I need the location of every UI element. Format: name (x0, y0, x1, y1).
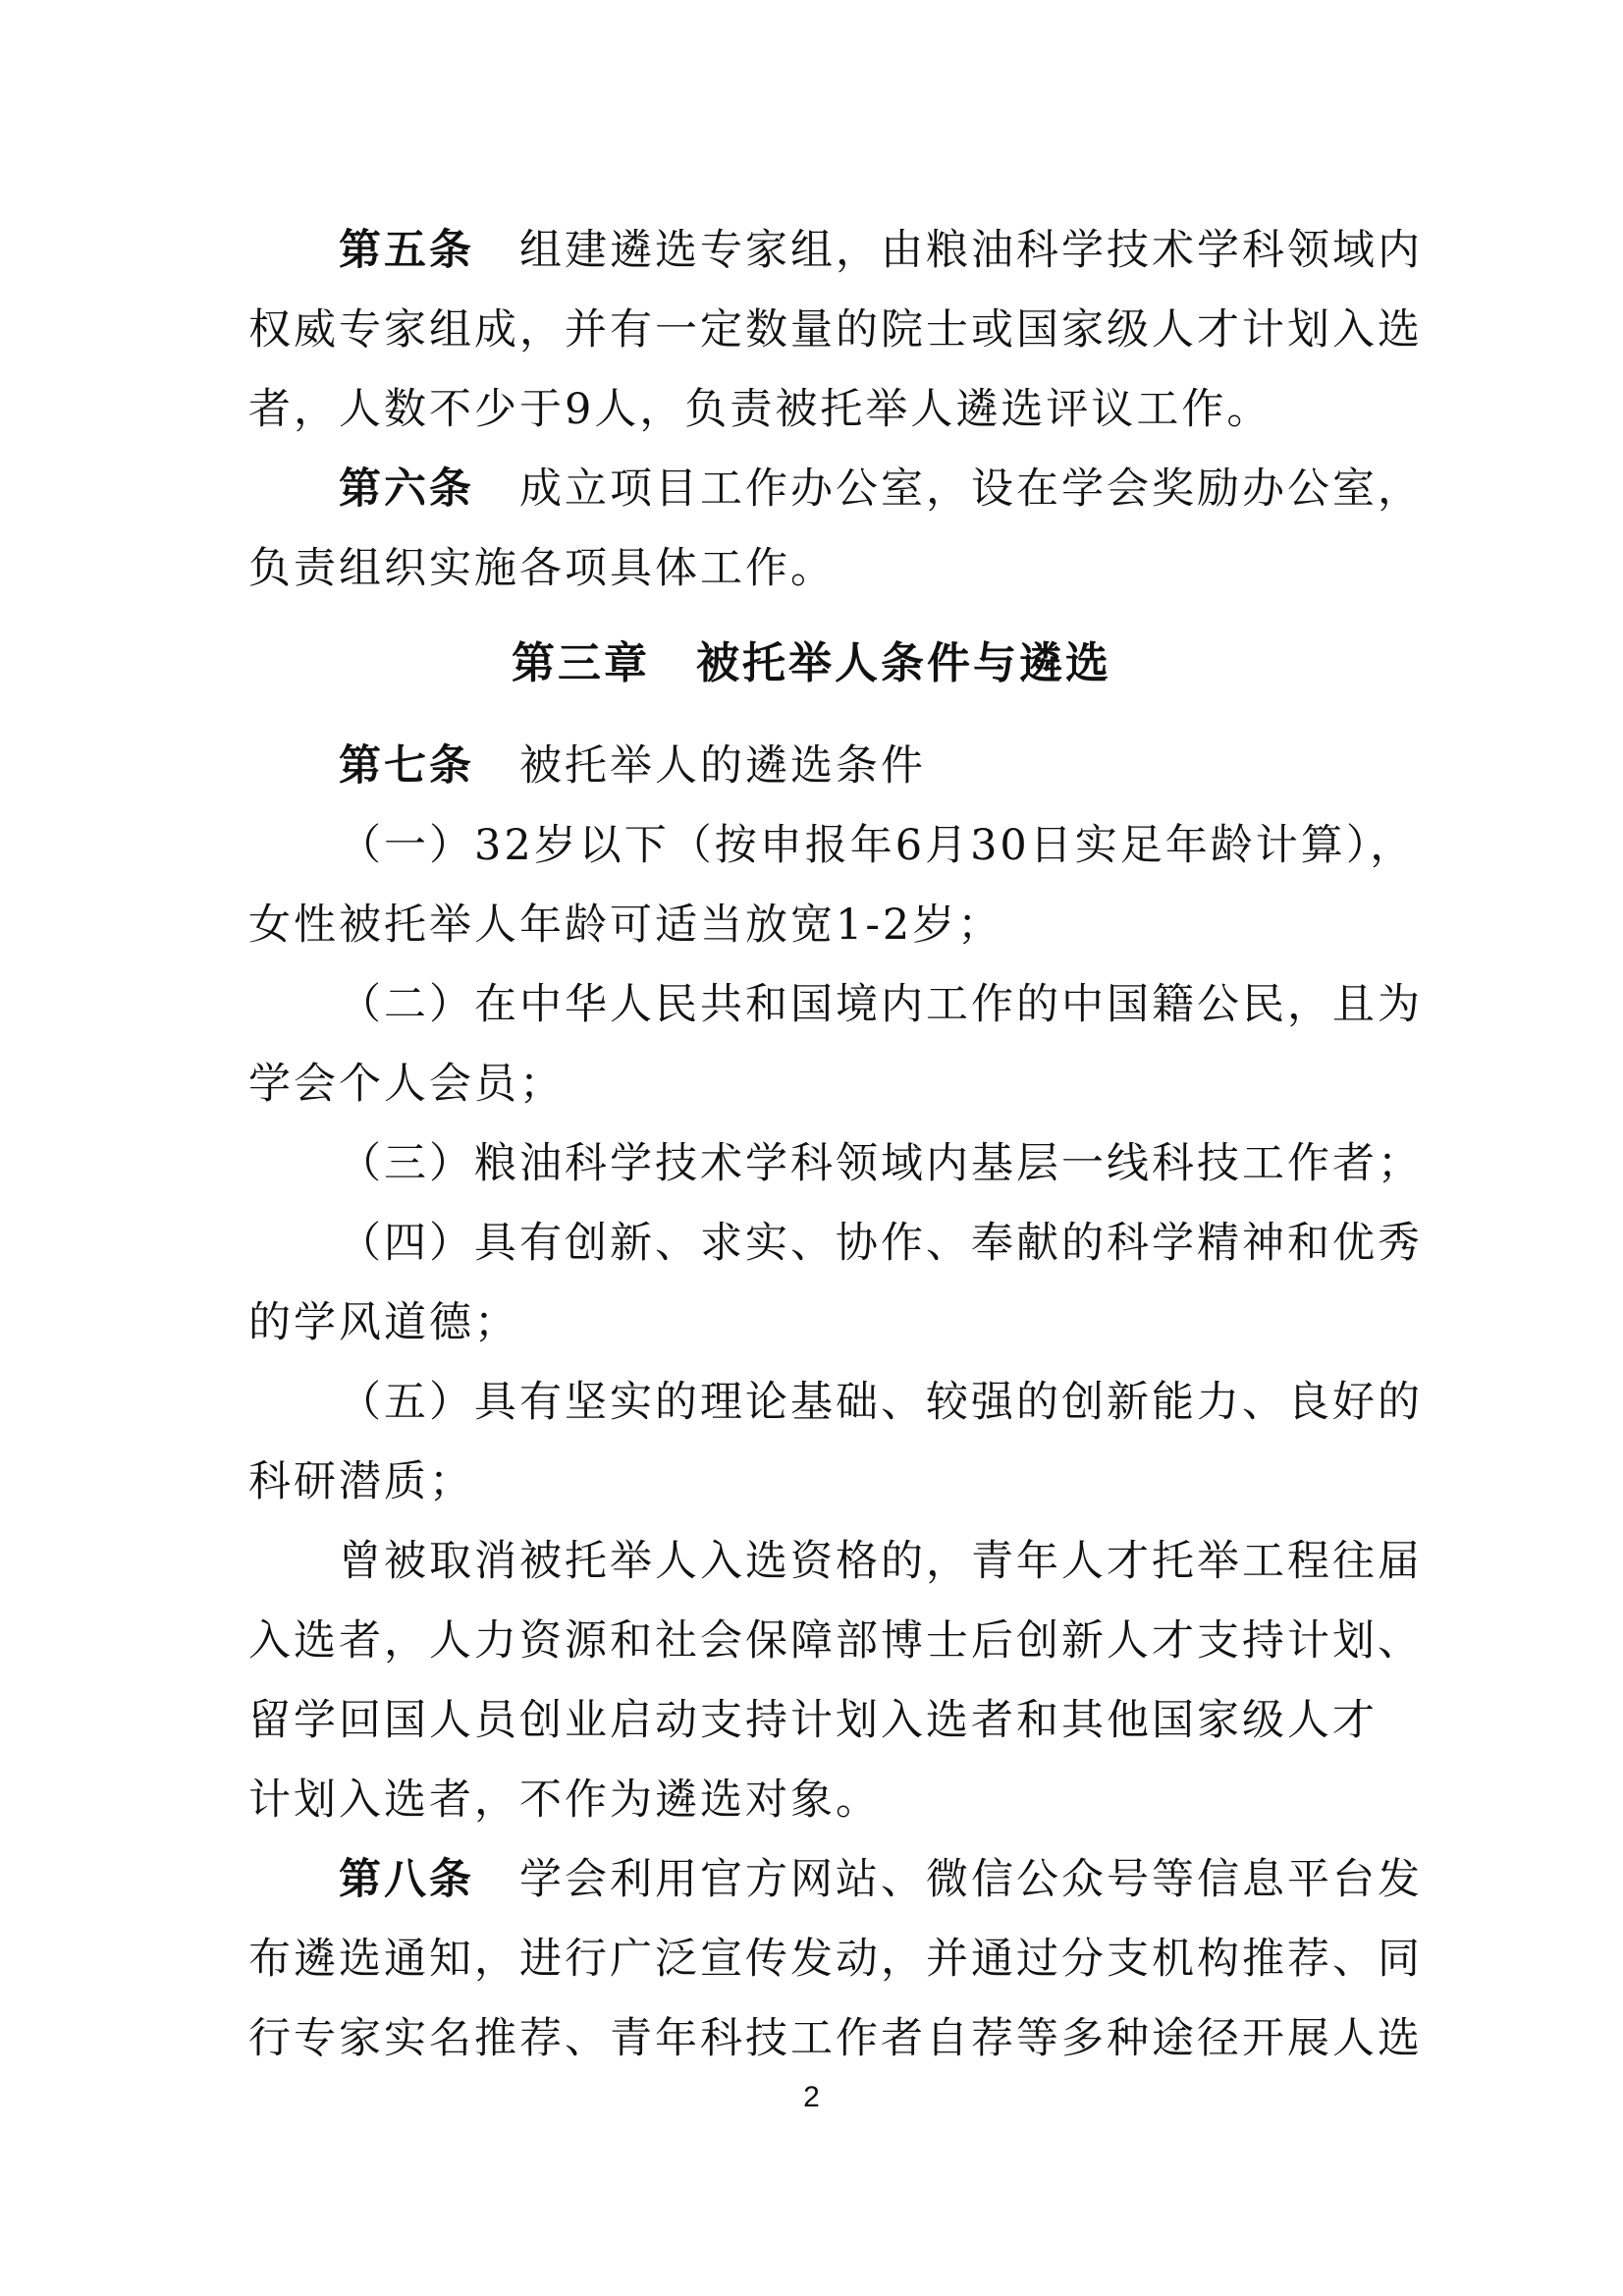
article-6-label: 第六条 (339, 465, 474, 514)
chapter-3-heading: 第三章 被托举人条件与遴选 (512, 638, 1111, 688)
condition-2-line-2: 学会个人会员； (248, 1060, 565, 1109)
article-6-line-1 (339, 460, 1423, 519)
article-5-text-1: 组建遴选专家组，由粮油科学技术学科领域内 (519, 226, 1423, 275)
condition-2-line-1: （二）在中华人民共和国境内工作的中国籍公民，且为 (339, 980, 1423, 1029)
article-7-line-1 (339, 737, 926, 795)
article-8-line-3: 行专家实名推荐、青年科技工作者自荐等多种途径开展人选 (248, 2014, 1423, 2063)
condition-4-line-1: （四）具有创新、求实、协作、奉献的科学精神和优秀 (339, 1219, 1423, 1268)
article-8-line-2: 布遴选通知，进行广泛宣传发动，并通过分支机构推荐、同 (248, 1935, 1423, 1984)
condition-1-line-2: 女性被托举人年龄可适当放宽1-2岁； (248, 901, 1003, 950)
condition-5-line-2: 科研潜质； (248, 1457, 474, 1506)
article-8-text-1: 学会利用官方网站、微信公众号等信息平台发 (519, 1855, 1423, 1904)
exclusion-line-1: 曾被取消被托举人入选资格的，青年人才托举工程往届 (339, 1537, 1423, 1586)
article-6-text-1: 成立项目工作办公室，设在学会奖励办公室， (519, 465, 1423, 514)
page-number: 2 (803, 2081, 820, 2113)
article-5-label: 第五条 (339, 226, 474, 275)
condition-1-line-1: （一）32岁以下（按申报年6月30日实足年龄计算）， (339, 821, 1416, 870)
article-5-line-1 (339, 221, 1423, 280)
article-5-line-3: 者，人数不少于9人，负责被托举人遴选评议工作。 (248, 385, 1272, 434)
article-6-line-2: 负责组织实施各项具体工作。 (248, 544, 836, 593)
exclusion-line-4: 计划入选者，不作为遴选对象。 (248, 1776, 881, 1825)
condition-4-line-2: 的学风道德； (248, 1298, 519, 1347)
condition-5-line-1: （五）具有坚实的理论基础、较强的创新能力、良好的 (339, 1378, 1423, 1427)
condition-3-line-1: （三）粮油科学技术学科领域内基层一线科技工作者； (339, 1139, 1423, 1188)
article-8-line-1 (339, 1850, 1423, 1909)
exclusion-line-3: 留学回国人员创业启动支持计划入选者和其他国家级人才 (248, 1696, 1378, 1745)
exclusion-line-2: 入选者，人力资源和社会保障部博士后创新人才支持计划、 (248, 1616, 1423, 1666)
article-8-label: 第八条 (339, 1855, 474, 1904)
article-7-label: 第七条 (339, 741, 474, 791)
article-7-text-1: 被托举人的遴选条件 (519, 741, 926, 791)
article-5-line-2: 权威专家组成，并有一定数量的院士或国家级人才计划入选 (248, 305, 1423, 355)
